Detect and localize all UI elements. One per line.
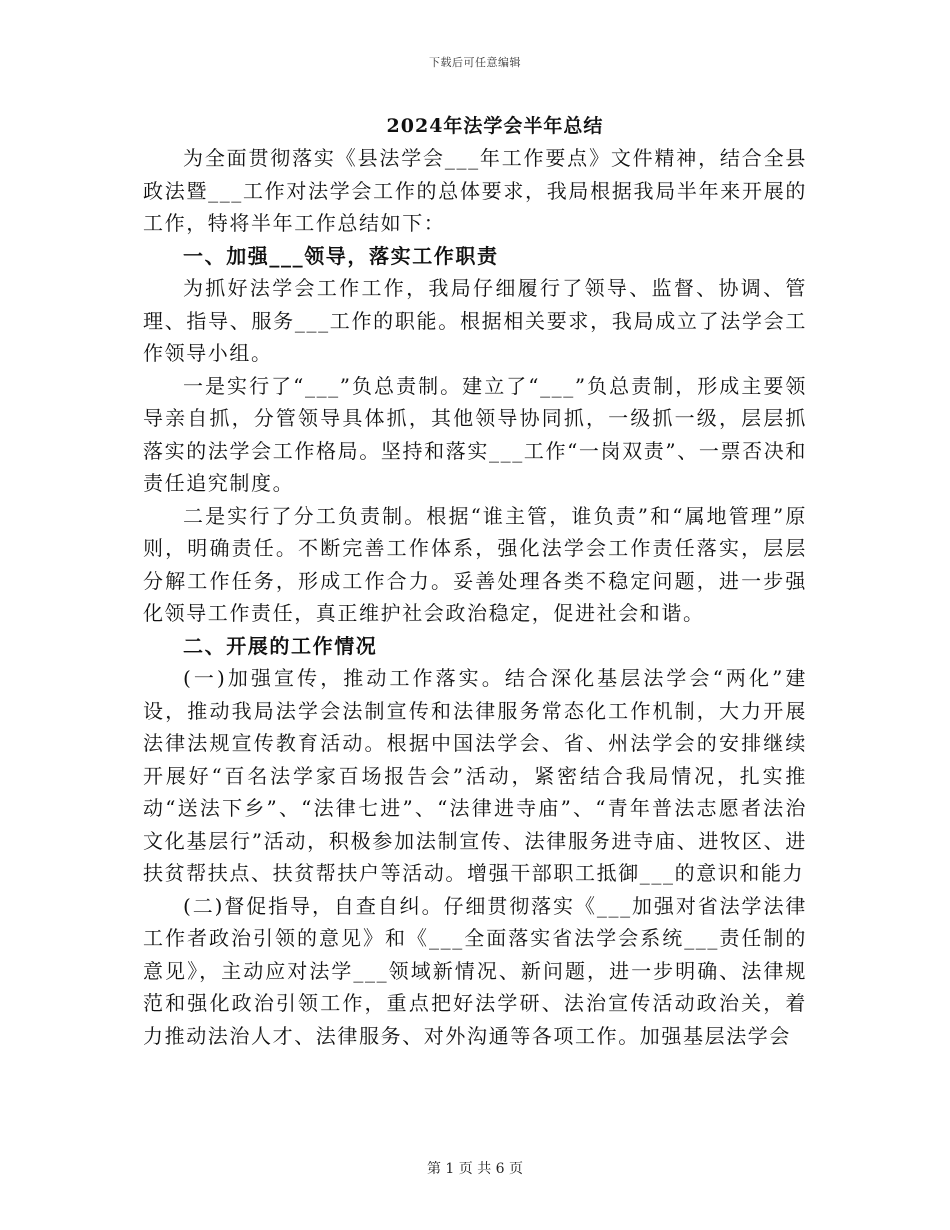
section-heading: 二、开展的工作情况 xyxy=(183,633,378,658)
document-body xyxy=(143,142,807,1052)
paragraph: 二是实行了分工负责制。根据“谁主管，谁负责”和“属地管理”原则，明确责任。不断完善工作体系，强化法学会工作责任落实，层层分解工作任务，形成工作合力。妥善处理各类不稳定问题，进一步强化领导工作责任，真正维护社会政治稳定，促进社会和谐。 xyxy=(143,503,807,625)
paragraph: 一是实行了“___”负总责制。建立了“___”负总责制，形成主要领导亲自抓，分管领导具体抓，其他领导协同抓，一级抓一级，层层抓落实的法学会工作格局。坚持和落实___工作“一岗双责”、一票否决和责任追究制度。 xyxy=(143,373,807,495)
paragraph: (一)加强宣传，推动工作落实。结合深化基层法学会“两化”建设，推动我局法学会法制宣传和法律服务常态化工作机制，大力开展法律法规宣传教育活动。根据中国法学会、省、州法学会的安排继续开展好“百名法学家百场报告会”活动，紧密结合我局情况，扎实推动“送法下乡”、“法律七进”、“法律进寺庙”、“青年普法志愿者法治文化基层行”活动，积极参加法制宣传、法律服务进寺庙、进牧区、进扶贫帮扶点、扶贫帮扶户等活动。增强干部职工抵御___的意识和能力 xyxy=(143,666,807,885)
paragraph: (二)督促指导，自查自纠。仔细贯彻落实《___加强对省法学法律工作者政治引领的意见》和《___全面落实省法学会系统___责任制的意见》，主动应对法学___领域新情况、新问题，进一步明确、法律规范和强化政治引领工作，重点把好法学研、法治宣传活动政治关，着力推动法治人才、法律服务、对外沟通等各项工作。加强基层法学会 xyxy=(143,893,807,1048)
header-note: 下载后可任意编辑 xyxy=(429,56,521,69)
page-number: 第 1 页 共 6 页 xyxy=(426,1161,524,1177)
paragraph: 为全面贯彻落实《县法学会___年工作要点》文件精神，结合全县政法暨___工作对法学会工作的总体要求，我局根据我局半年来开展的工作，特将半年工作总结如下： xyxy=(143,146,807,235)
section-heading: 一、加强___领导，落实工作职责 xyxy=(183,243,499,268)
document-title: 2024年法学会半年总结 xyxy=(386,115,604,137)
paragraph: 为抓好法学会工作工作，我局仔细履行了领导、监督、协调、管理、指导、服务___工作的职能。根据相关要求，我局成立了法学会工作领导小组。 xyxy=(143,276,807,365)
